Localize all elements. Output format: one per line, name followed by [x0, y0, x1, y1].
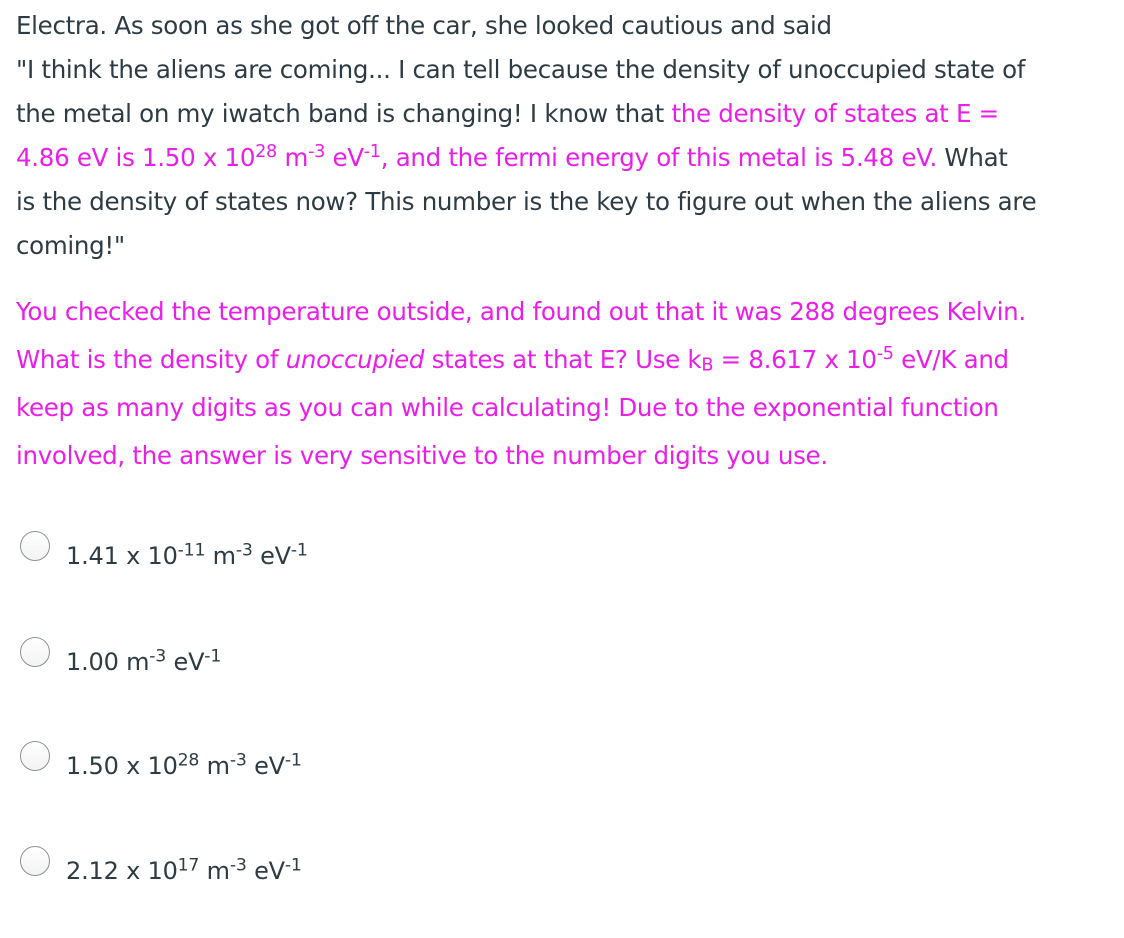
prompt-line-3: keep as many digits as you can while calculating! Due to the exponential function	[16, 393, 999, 422]
answer-label[interactable]: 1.41 x $10^{-11}$ $m^{-3}$ $eV^{-1}$	[66, 540, 308, 570]
answer-option-2[interactable]	[20, 636, 221, 676]
question-prompt	[16, 288, 1106, 480]
radio-button[interactable]	[20, 531, 50, 561]
intro-line-5: is the density of states now? This number is the key to figure out when the aliens are	[16, 187, 1037, 216]
highlight-text: the density of states at E =	[671, 99, 999, 128]
intro-line-4: 4.86 eV is 1.50 x $10^{28}$ $m^{-3}$ $eV^{-1}$, and the fermi energy of this metal is 5.48 eV. What	[16, 142, 1008, 172]
answer-option-4[interactable]	[20, 845, 302, 885]
answer-option-1[interactable]	[20, 530, 308, 570]
radio-button[interactable]	[20, 637, 50, 667]
answer-label[interactable]: 1.50 x $10^{28}$ $m^{-3}$ $eV^{-1}$	[66, 750, 302, 780]
intro-line-1: Electra. As soon as she got off the car, she looked cautious and said	[16, 11, 832, 40]
intro-line-6: coming!"	[16, 231, 125, 260]
radio-button[interactable]	[20, 741, 50, 771]
answer-option-3[interactable]	[20, 740, 302, 780]
answer-label[interactable]: 1.00 $m^{-3}$ $eV^{-1}$	[66, 646, 222, 676]
intro-line-3: the metal on my iwatch band is changing! I know that the density of states at E =	[16, 99, 999, 128]
intro-line-2: "I think the aliens are coming... I can tell because the density of unoccupied state of	[16, 55, 1026, 84]
answer-label[interactable]: 2.12 x $10^{17}$ $m^{-3}$ $eV^{-1}$	[66, 855, 302, 885]
prompt-line-1: You checked the temperature outside, and found out that it was 288 degrees Kelvin.	[16, 297, 1026, 326]
question-intro	[16, 4, 1106, 268]
emphasis-text: unoccupied	[285, 345, 425, 374]
prompt-line-2: What is the density of unoccupied states at that E? Use $k_B = 8.617$ x $10^{-5}$ eV/K and	[16, 344, 1009, 376]
highlight-text: 4.86 eV is 1.50 x $10^{28}$ $m^{-3}$ $eV^{-1}$, and the fermi energy of this metal is 5.48 eV.	[16, 142, 937, 172]
radio-button[interactable]	[20, 846, 50, 876]
prompt-line-4: involved, the answer is very sensitive to the number digits you use.	[16, 441, 828, 470]
